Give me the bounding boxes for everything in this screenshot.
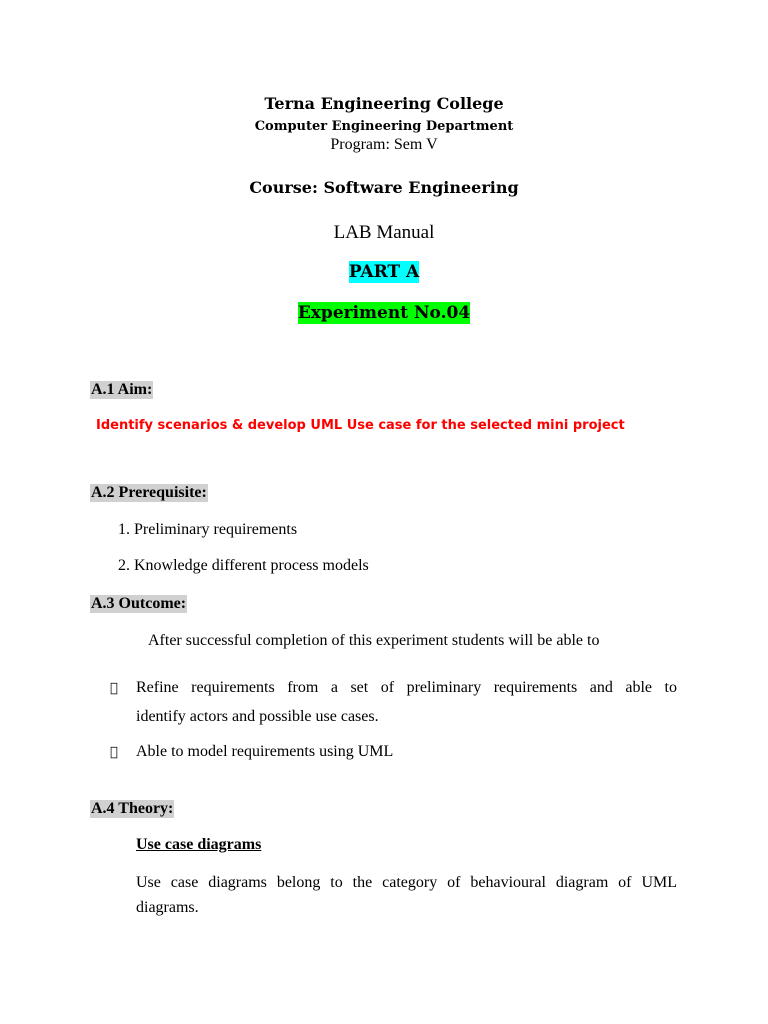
bullet-icon	[110, 745, 118, 760]
part-label: PART A	[348, 262, 420, 282]
aim-heading: A.1 Aim:	[91, 381, 153, 398]
bullet-icon	[110, 681, 118, 696]
experiment-number: Experiment No.04	[297, 303, 471, 323]
part-label-row	[0, 262, 768, 282]
lab-manual-title: LAB Manual	[333, 222, 435, 243]
prerequisite-heading: A.2 Prerequisite:	[91, 484, 207, 501]
course-title: Course: Software Engineering	[249, 178, 519, 197]
outcome-heading: A.3 Outcome:	[91, 595, 187, 612]
outcome-bullet-line: identify actors and possible use cases.	[136, 708, 379, 725]
theory-heading: A.4 Theory:	[91, 800, 174, 817]
prerequisite-item: 2. Knowledge different process models	[118, 557, 369, 574]
theory-paragraph-line: Use case diagrams belong to the category of behavioural diagram of UML	[136, 874, 677, 891]
prerequisite-item: 1. Preliminary requirements	[118, 521, 298, 538]
aim-text: Identify scenarios & develop UML Use case for the selected mini project	[96, 418, 625, 433]
outcome-intro: After successful completion of this experiment students will be able to	[148, 632, 600, 649]
theory-subheading: Use case diagrams	[136, 836, 262, 853]
college-name: Terna Engineering College	[264, 94, 504, 113]
theory-paragraph-line: diagrams.	[136, 899, 199, 916]
outcome-bullet-line: Able to model requirements using UML	[136, 743, 394, 760]
outcome-bullet-line: Refine requirements from a set of preliminary requirements and able to	[136, 679, 677, 696]
program-line: Program: Sem V	[330, 136, 438, 153]
experiment-label-row	[0, 303, 768, 323]
department-name: Computer Engineering Department	[254, 119, 514, 134]
